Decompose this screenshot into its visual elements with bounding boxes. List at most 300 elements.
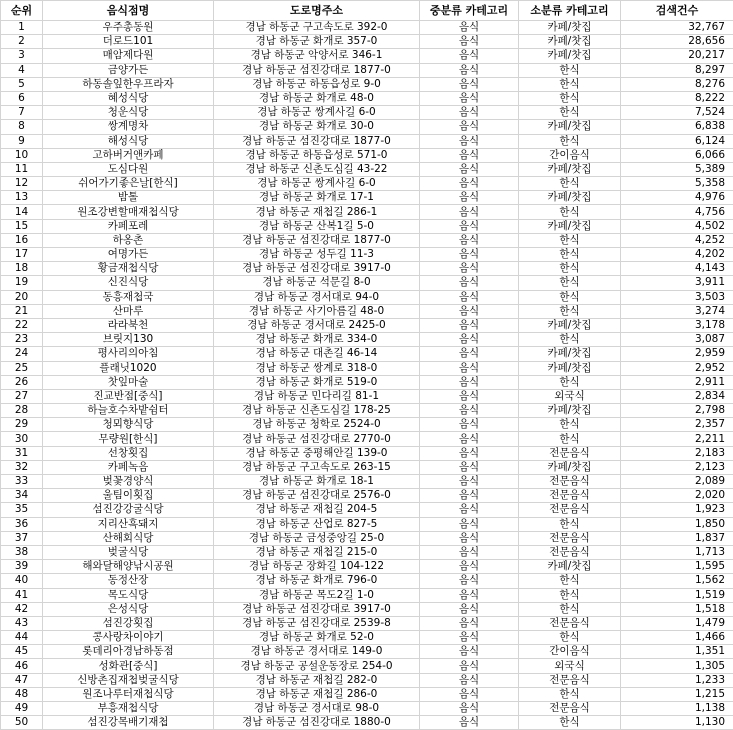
mid-category-cell[interactable]: 음식 bbox=[420, 560, 519, 574]
rank-cell[interactable]: 24 bbox=[1, 347, 43, 361]
rank-cell[interactable]: 48 bbox=[1, 687, 43, 701]
sub-category-cell[interactable]: 한식 bbox=[519, 716, 621, 730]
search-count-cell[interactable]: 1,713 bbox=[621, 545, 733, 559]
sub-category-cell[interactable]: 전문음식 bbox=[519, 446, 621, 460]
rank-cell[interactable]: 39 bbox=[1, 560, 43, 574]
address-cell[interactable]: 경남 하동군 목도2길 1-0 bbox=[214, 588, 420, 602]
sub-category-cell[interactable]: 한식 bbox=[519, 588, 621, 602]
address-cell[interactable]: 경남 하동군 섬진강대로 2770-0 bbox=[214, 432, 420, 446]
name-cell[interactable]: 동흥재첩국 bbox=[43, 290, 214, 304]
mid-category-cell[interactable]: 음식 bbox=[420, 49, 519, 63]
sub-category-cell[interactable]: 한식 bbox=[519, 333, 621, 347]
mid-category-cell[interactable]: 음식 bbox=[420, 233, 519, 247]
mid-category-cell[interactable]: 음식 bbox=[420, 460, 519, 474]
address-cell[interactable]: 경남 하동군 금성중앙길 25-0 bbox=[214, 531, 420, 545]
search-count-cell[interactable]: 1,130 bbox=[621, 716, 733, 730]
mid-category-cell[interactable]: 음식 bbox=[420, 531, 519, 545]
sub-category-cell[interactable]: 전문음식 bbox=[519, 475, 621, 489]
rank-cell[interactable]: 40 bbox=[1, 574, 43, 588]
mid-category-cell[interactable]: 음식 bbox=[420, 205, 519, 219]
rank-cell[interactable]: 23 bbox=[1, 333, 43, 347]
search-count-cell[interactable]: 28,656 bbox=[621, 35, 733, 49]
search-count-cell[interactable]: 6,066 bbox=[621, 148, 733, 162]
rank-cell[interactable]: 20 bbox=[1, 290, 43, 304]
address-cell[interactable]: 경남 하동군 섬진강대로 1877-0 bbox=[214, 233, 420, 247]
search-count-cell[interactable]: 2,798 bbox=[621, 404, 733, 418]
sub-category-cell[interactable]: 카페/찻집 bbox=[519, 219, 621, 233]
search-count-cell[interactable]: 32,767 bbox=[621, 21, 733, 35]
name-cell[interactable]: 금양가든 bbox=[43, 63, 214, 77]
mid-category-cell[interactable]: 음식 bbox=[420, 716, 519, 730]
mid-category-cell[interactable]: 음식 bbox=[420, 404, 519, 418]
name-cell[interactable]: 신방촌집재첩벚굴식당 bbox=[43, 673, 214, 687]
search-count-cell[interactable]: 2,952 bbox=[621, 361, 733, 375]
name-cell[interactable]: 무량원[한식] bbox=[43, 432, 214, 446]
search-count-cell[interactable]: 1,518 bbox=[621, 602, 733, 616]
sub-category-cell[interactable]: 외국식 bbox=[519, 389, 621, 403]
search-count-cell[interactable]: 2,357 bbox=[621, 418, 733, 432]
address-cell[interactable]: 경남 하동군 경서대로 94-0 bbox=[214, 290, 420, 304]
sub-category-cell[interactable]: 전문음식 bbox=[519, 673, 621, 687]
sub-category-cell[interactable]: 한식 bbox=[519, 304, 621, 318]
mid-category-cell[interactable]: 음식 bbox=[420, 545, 519, 559]
sub-category-cell[interactable]: 전문음식 bbox=[519, 545, 621, 559]
sub-category-cell[interactable]: 카페/찻집 bbox=[519, 560, 621, 574]
rank-cell[interactable]: 19 bbox=[1, 276, 43, 290]
sub-category-cell[interactable]: 한식 bbox=[519, 205, 621, 219]
sub-category-cell[interactable]: 전문음식 bbox=[519, 702, 621, 716]
search-count-cell[interactable]: 7,524 bbox=[621, 106, 733, 120]
rank-cell[interactable]: 16 bbox=[1, 233, 43, 247]
search-count-cell[interactable]: 2,959 bbox=[621, 347, 733, 361]
address-cell[interactable]: 경남 하동군 재첩길 215-0 bbox=[214, 545, 420, 559]
address-cell[interactable]: 경남 하동군 섬진강대로 3917-0 bbox=[214, 262, 420, 276]
rank-cell[interactable]: 33 bbox=[1, 475, 43, 489]
search-count-cell[interactable]: 4,202 bbox=[621, 248, 733, 262]
address-cell[interactable]: 경남 하동군 경서대로 98-0 bbox=[214, 702, 420, 716]
sub-category-cell[interactable]: 간이음식 bbox=[519, 645, 621, 659]
sub-category-cell[interactable]: 한식 bbox=[519, 77, 621, 91]
name-cell[interactable]: 황금재첩식당 bbox=[43, 262, 214, 276]
name-cell[interactable]: 섬진강강굴식당 bbox=[43, 503, 214, 517]
name-cell[interactable]: 해성식당 bbox=[43, 134, 214, 148]
sub-category-cell[interactable]: 카페/찻집 bbox=[519, 49, 621, 63]
mid-category-cell[interactable]: 음식 bbox=[420, 91, 519, 105]
address-cell[interactable]: 경남 하동군 섬진강대로 2576-0 bbox=[214, 489, 420, 503]
sub-category-cell[interactable]: 카페/찻집 bbox=[519, 347, 621, 361]
mid-category-cell[interactable]: 음식 bbox=[420, 21, 519, 35]
search-count-cell[interactable]: 3,911 bbox=[621, 276, 733, 290]
name-cell[interactable]: 쌍계명차 bbox=[43, 120, 214, 134]
mid-category-cell[interactable]: 음식 bbox=[420, 191, 519, 205]
search-count-cell[interactable]: 3,274 bbox=[621, 304, 733, 318]
name-cell[interactable]: 섬진강횟집 bbox=[43, 616, 214, 630]
mid-category-cell[interactable]: 음식 bbox=[420, 418, 519, 432]
address-cell[interactable]: 경남 하동군 경서대로 2425-0 bbox=[214, 318, 420, 332]
address-cell[interactable]: 경남 하동군 화개로 357-0 bbox=[214, 35, 420, 49]
search-count-cell[interactable]: 2,020 bbox=[621, 489, 733, 503]
address-cell[interactable]: 경남 하동군 섬진강대로 1877-0 bbox=[214, 134, 420, 148]
mid-category-cell[interactable]: 음식 bbox=[420, 645, 519, 659]
address-cell[interactable]: 경남 하동군 화개로 30-0 bbox=[214, 120, 420, 134]
search-count-cell[interactable]: 8,297 bbox=[621, 63, 733, 77]
sub-category-cell[interactable]: 전문음식 bbox=[519, 616, 621, 630]
address-cell[interactable]: 경남 하동군 화개로 52-0 bbox=[214, 631, 420, 645]
name-cell[interactable]: 콩사랑차이야기 bbox=[43, 631, 214, 645]
mid-category-cell[interactable]: 음식 bbox=[420, 63, 519, 77]
rank-cell[interactable]: 50 bbox=[1, 716, 43, 730]
mid-category-cell[interactable]: 음식 bbox=[420, 616, 519, 630]
name-cell[interactable]: 원조나루터재첩식당 bbox=[43, 687, 214, 701]
mid-category-cell[interactable]: 음식 bbox=[420, 588, 519, 602]
sub-category-cell[interactable]: 한식 bbox=[519, 134, 621, 148]
mid-category-cell[interactable]: 음식 bbox=[420, 333, 519, 347]
name-cell[interactable]: 혜성식당 bbox=[43, 91, 214, 105]
mid-category-cell[interactable]: 음식 bbox=[420, 702, 519, 716]
address-cell[interactable]: 경남 하동군 화개로 18-1 bbox=[214, 475, 420, 489]
mid-category-cell[interactable]: 음식 bbox=[420, 574, 519, 588]
mid-category-cell[interactable]: 음식 bbox=[420, 361, 519, 375]
name-cell[interactable]: 청운식당 bbox=[43, 106, 214, 120]
address-cell[interactable]: 경남 하동군 화개로 17-1 bbox=[214, 191, 420, 205]
name-cell[interactable]: 산해회식당 bbox=[43, 531, 214, 545]
rank-cell[interactable]: 22 bbox=[1, 318, 43, 332]
address-cell[interactable]: 경남 하동군 악양서로 346-1 bbox=[214, 49, 420, 63]
search-count-cell[interactable]: 1,305 bbox=[621, 659, 733, 673]
name-cell[interactable]: 선창횟집 bbox=[43, 446, 214, 460]
mid-category-cell[interactable]: 음식 bbox=[420, 489, 519, 503]
sub-category-cell[interactable]: 한식 bbox=[519, 106, 621, 120]
rank-cell[interactable]: 12 bbox=[1, 177, 43, 191]
address-cell[interactable]: 경남 하동군 산업로 827-5 bbox=[214, 517, 420, 531]
sub-category-cell[interactable]: 한식 bbox=[519, 233, 621, 247]
sub-category-cell[interactable]: 간이음식 bbox=[519, 148, 621, 162]
name-cell[interactable]: 더로드101 bbox=[43, 35, 214, 49]
mid-category-cell[interactable]: 음식 bbox=[420, 177, 519, 191]
search-count-cell[interactable]: 4,252 bbox=[621, 233, 733, 247]
rank-cell[interactable]: 6 bbox=[1, 91, 43, 105]
search-count-cell[interactable]: 1,562 bbox=[621, 574, 733, 588]
name-cell[interactable]: 산마루 bbox=[43, 304, 214, 318]
address-cell[interactable]: 경남 하동군 하동읍성로 9-0 bbox=[214, 77, 420, 91]
sub-category-cell[interactable]: 한식 bbox=[519, 177, 621, 191]
sub-category-cell[interactable]: 전문음식 bbox=[519, 531, 621, 545]
rank-cell[interactable]: 38 bbox=[1, 545, 43, 559]
search-count-cell[interactable]: 1,923 bbox=[621, 503, 733, 517]
address-cell[interactable]: 경남 하동군 쌍계사길 6-0 bbox=[214, 106, 420, 120]
address-cell[interactable]: 경남 하동군 재첩길 286-0 bbox=[214, 687, 420, 701]
address-cell[interactable]: 경남 하동군 경서대로 149-0 bbox=[214, 645, 420, 659]
header-mid-category[interactable]: 중분류 카테고리 bbox=[420, 1, 519, 21]
name-cell[interactable]: 찻잎마술 bbox=[43, 375, 214, 389]
mid-category-cell[interactable]: 음식 bbox=[420, 148, 519, 162]
address-cell[interactable]: 경남 하동군 대촌길 46-14 bbox=[214, 347, 420, 361]
name-cell[interactable]: 섬진강목배기재첩 bbox=[43, 716, 214, 730]
name-cell[interactable]: 롯데리아경남하동점 bbox=[43, 645, 214, 659]
search-count-cell[interactable]: 1,837 bbox=[621, 531, 733, 545]
address-cell[interactable]: 경남 하동군 쌍계로 318-0 bbox=[214, 361, 420, 375]
sub-category-cell[interactable]: 카페/찻집 bbox=[519, 35, 621, 49]
address-cell[interactable]: 경남 하동군 산복1길 5-0 bbox=[214, 219, 420, 233]
rank-cell[interactable]: 44 bbox=[1, 631, 43, 645]
address-cell[interactable]: 경남 하동군 신촌도심길 178-25 bbox=[214, 404, 420, 418]
header-restaurant-name[interactable]: 음식점명 bbox=[43, 1, 214, 21]
search-count-cell[interactable]: 2,834 bbox=[621, 389, 733, 403]
rank-cell[interactable]: 3 bbox=[1, 49, 43, 63]
search-count-cell[interactable]: 2,211 bbox=[621, 432, 733, 446]
sub-category-cell[interactable]: 카페/찻집 bbox=[519, 21, 621, 35]
header-search-count[interactable]: 검색건수 bbox=[621, 1, 733, 21]
address-cell[interactable]: 경남 하동군 화개로 519-0 bbox=[214, 375, 420, 389]
rank-cell[interactable]: 36 bbox=[1, 517, 43, 531]
name-cell[interactable]: 벚굴식당 bbox=[43, 545, 214, 559]
mid-category-cell[interactable]: 음식 bbox=[420, 687, 519, 701]
rank-cell[interactable]: 21 bbox=[1, 304, 43, 318]
sub-category-cell[interactable]: 외국식 bbox=[519, 659, 621, 673]
search-count-cell[interactable]: 3,503 bbox=[621, 290, 733, 304]
address-cell[interactable]: 경남 하동군 섬진강대로 3917-0 bbox=[214, 602, 420, 616]
sub-category-cell[interactable]: 한식 bbox=[519, 687, 621, 701]
rank-cell[interactable]: 37 bbox=[1, 531, 43, 545]
name-cell[interactable]: 원조강변할매재첩식당 bbox=[43, 205, 214, 219]
rank-cell[interactable]: 32 bbox=[1, 460, 43, 474]
rank-cell[interactable]: 13 bbox=[1, 191, 43, 205]
mid-category-cell[interactable]: 음식 bbox=[420, 318, 519, 332]
mid-category-cell[interactable]: 음식 bbox=[420, 673, 519, 687]
sub-category-cell[interactable]: 카페/찻집 bbox=[519, 404, 621, 418]
mid-category-cell[interactable]: 음식 bbox=[420, 446, 519, 460]
name-cell[interactable]: 카페포레 bbox=[43, 219, 214, 233]
search-count-cell[interactable]: 1,351 bbox=[621, 645, 733, 659]
mid-category-cell[interactable]: 음식 bbox=[420, 120, 519, 134]
name-cell[interactable]: 매암제다원 bbox=[43, 49, 214, 63]
sub-category-cell[interactable]: 한식 bbox=[519, 91, 621, 105]
sub-category-cell[interactable]: 카페/찻집 bbox=[519, 162, 621, 176]
address-cell[interactable]: 경남 하동군 쌍계사길 6-0 bbox=[214, 177, 420, 191]
rank-cell[interactable]: 26 bbox=[1, 375, 43, 389]
search-count-cell[interactable]: 1,466 bbox=[621, 631, 733, 645]
mid-category-cell[interactable]: 음식 bbox=[420, 77, 519, 91]
name-cell[interactable]: 밤톨 bbox=[43, 191, 214, 205]
name-cell[interactable]: 신진식당 bbox=[43, 276, 214, 290]
search-count-cell[interactable]: 1,850 bbox=[621, 517, 733, 531]
rank-cell[interactable]: 8 bbox=[1, 120, 43, 134]
search-count-cell[interactable]: 20,217 bbox=[621, 49, 733, 63]
rank-cell[interactable]: 1 bbox=[1, 21, 43, 35]
address-cell[interactable]: 경남 하동군 장화길 104-122 bbox=[214, 560, 420, 574]
search-count-cell[interactable]: 2,123 bbox=[621, 460, 733, 474]
rank-cell[interactable]: 41 bbox=[1, 588, 43, 602]
mid-category-cell[interactable]: 음식 bbox=[420, 631, 519, 645]
sub-category-cell[interactable]: 카페/찻집 bbox=[519, 460, 621, 474]
mid-category-cell[interactable]: 음식 bbox=[420, 347, 519, 361]
search-count-cell[interactable]: 6,124 bbox=[621, 134, 733, 148]
search-count-cell[interactable]: 2,911 bbox=[621, 375, 733, 389]
address-cell[interactable]: 경남 하동군 공설운동장로 254-0 bbox=[214, 659, 420, 673]
search-count-cell[interactable]: 5,389 bbox=[621, 162, 733, 176]
name-cell[interactable]: 플래닛1020 bbox=[43, 361, 214, 375]
rank-cell[interactable]: 5 bbox=[1, 77, 43, 91]
name-cell[interactable]: 하동솔잎한우프라자 bbox=[43, 77, 214, 91]
rank-cell[interactable]: 46 bbox=[1, 659, 43, 673]
rank-cell[interactable]: 27 bbox=[1, 389, 43, 403]
mid-category-cell[interactable]: 음식 bbox=[420, 276, 519, 290]
sub-category-cell[interactable]: 카페/찻집 bbox=[519, 120, 621, 134]
rank-cell[interactable]: 42 bbox=[1, 602, 43, 616]
header-rank[interactable]: 순위 bbox=[1, 1, 43, 21]
address-cell[interactable]: 경남 하동군 석문길 8-0 bbox=[214, 276, 420, 290]
mid-category-cell[interactable]: 음식 bbox=[420, 432, 519, 446]
search-count-cell[interactable]: 1,595 bbox=[621, 560, 733, 574]
rank-cell[interactable]: 47 bbox=[1, 673, 43, 687]
sub-category-cell[interactable]: 카페/찻집 bbox=[519, 361, 621, 375]
mid-category-cell[interactable]: 음식 bbox=[420, 162, 519, 176]
name-cell[interactable]: 브릿지130 bbox=[43, 333, 214, 347]
address-cell[interactable]: 경남 하동군 섬진강대로 1877-0 bbox=[214, 63, 420, 77]
sub-category-cell[interactable]: 카페/찻집 bbox=[519, 191, 621, 205]
rank-cell[interactable]: 43 bbox=[1, 616, 43, 630]
name-cell[interactable]: 하옹촌 bbox=[43, 233, 214, 247]
address-cell[interactable]: 경남 하동군 사기아름길 48-0 bbox=[214, 304, 420, 318]
search-count-cell[interactable]: 3,178 bbox=[621, 318, 733, 332]
address-cell[interactable]: 경남 하동군 재첩길 204-5 bbox=[214, 503, 420, 517]
sub-category-cell[interactable]: 한식 bbox=[519, 276, 621, 290]
name-cell[interactable]: 여명가든 bbox=[43, 248, 214, 262]
search-count-cell[interactable]: 1,519 bbox=[621, 588, 733, 602]
sub-category-cell[interactable]: 한식 bbox=[519, 63, 621, 77]
sub-category-cell[interactable]: 전문음식 bbox=[519, 503, 621, 517]
name-cell[interactable]: 동정산장 bbox=[43, 574, 214, 588]
address-cell[interactable]: 경남 하동군 섬진강대로 2539-8 bbox=[214, 616, 420, 630]
address-cell[interactable]: 경남 하동군 화개로 48-0 bbox=[214, 91, 420, 105]
rank-cell[interactable]: 11 bbox=[1, 162, 43, 176]
address-cell[interactable]: 경남 하동군 민다리길 81-1 bbox=[214, 389, 420, 403]
name-cell[interactable]: 해와달해양낚시공원 bbox=[43, 560, 214, 574]
mid-category-cell[interactable]: 음식 bbox=[420, 503, 519, 517]
rank-cell[interactable]: 29 bbox=[1, 418, 43, 432]
name-cell[interactable]: 벚꽃경양식 bbox=[43, 475, 214, 489]
name-cell[interactable]: 고하버거앤카페 bbox=[43, 148, 214, 162]
mid-category-cell[interactable]: 음식 bbox=[420, 517, 519, 531]
sub-category-cell[interactable]: 전문음식 bbox=[519, 489, 621, 503]
header-sub-category[interactable]: 소분류 카테고리 bbox=[519, 1, 621, 21]
sub-category-cell[interactable]: 한식 bbox=[519, 432, 621, 446]
rank-cell[interactable]: 7 bbox=[1, 106, 43, 120]
rank-cell[interactable]: 25 bbox=[1, 361, 43, 375]
name-cell[interactable]: 지리산흑돼지 bbox=[43, 517, 214, 531]
address-cell[interactable]: 경남 하동군 화개로 334-0 bbox=[214, 333, 420, 347]
mid-category-cell[interactable]: 음식 bbox=[420, 375, 519, 389]
search-count-cell[interactable]: 4,502 bbox=[621, 219, 733, 233]
name-cell[interactable]: 카페녹음 bbox=[43, 460, 214, 474]
sub-category-cell[interactable]: 한식 bbox=[519, 574, 621, 588]
mid-category-cell[interactable]: 음식 bbox=[420, 602, 519, 616]
rank-cell[interactable]: 4 bbox=[1, 63, 43, 77]
address-cell[interactable]: 경남 하동군 하동읍성로 571-0 bbox=[214, 148, 420, 162]
rank-cell[interactable]: 45 bbox=[1, 645, 43, 659]
search-count-cell[interactable]: 4,976 bbox=[621, 191, 733, 205]
search-count-cell[interactable]: 1,233 bbox=[621, 673, 733, 687]
rank-cell[interactable]: 2 bbox=[1, 35, 43, 49]
address-cell[interactable]: 경남 하동군 재첩길 282-0 bbox=[214, 673, 420, 687]
name-cell[interactable]: 도심다원 bbox=[43, 162, 214, 176]
address-cell[interactable]: 경남 하동군 재첩길 286-1 bbox=[214, 205, 420, 219]
search-count-cell[interactable]: 4,756 bbox=[621, 205, 733, 219]
mid-category-cell[interactable]: 음식 bbox=[420, 290, 519, 304]
name-cell[interactable]: 성화관[중식] bbox=[43, 659, 214, 673]
name-cell[interactable]: 청뫼향식당 bbox=[43, 418, 214, 432]
sub-category-cell[interactable]: 한식 bbox=[519, 631, 621, 645]
mid-category-cell[interactable]: 음식 bbox=[420, 659, 519, 673]
search-count-cell[interactable]: 3,087 bbox=[621, 333, 733, 347]
rank-cell[interactable]: 9 bbox=[1, 134, 43, 148]
mid-category-cell[interactable]: 음식 bbox=[420, 304, 519, 318]
mid-category-cell[interactable]: 음식 bbox=[420, 389, 519, 403]
mid-category-cell[interactable]: 음식 bbox=[420, 134, 519, 148]
search-count-cell[interactable]: 8,276 bbox=[621, 77, 733, 91]
address-cell[interactable]: 경남 하동군 청학로 2524-0 bbox=[214, 418, 420, 432]
rank-cell[interactable]: 15 bbox=[1, 219, 43, 233]
search-count-cell[interactable]: 2,183 bbox=[621, 446, 733, 460]
address-cell[interactable]: 경남 하동군 신촌도심길 43-22 bbox=[214, 162, 420, 176]
name-cell[interactable]: 진교반점[중식] bbox=[43, 389, 214, 403]
search-count-cell[interactable]: 1,215 bbox=[621, 687, 733, 701]
address-cell[interactable]: 경남 하동군 구고속도로 392-0 bbox=[214, 21, 420, 35]
address-cell[interactable]: 경남 하동군 화개로 796-0 bbox=[214, 574, 420, 588]
rank-cell[interactable]: 31 bbox=[1, 446, 43, 460]
header-road-address[interactable]: 도로명주소 bbox=[214, 1, 420, 21]
sub-category-cell[interactable]: 한식 bbox=[519, 517, 621, 531]
address-cell[interactable]: 경남 하동군 구고속도로 263-15 bbox=[214, 460, 420, 474]
search-count-cell[interactable]: 8,222 bbox=[621, 91, 733, 105]
name-cell[interactable]: 목도식당 bbox=[43, 588, 214, 602]
address-cell[interactable]: 경남 하동군 성두길 11-3 bbox=[214, 248, 420, 262]
name-cell[interactable]: 라라북천 bbox=[43, 318, 214, 332]
mid-category-cell[interactable]: 음식 bbox=[420, 219, 519, 233]
rank-cell[interactable]: 28 bbox=[1, 404, 43, 418]
sub-category-cell[interactable]: 카페/찻집 bbox=[519, 318, 621, 332]
sub-category-cell[interactable]: 한식 bbox=[519, 418, 621, 432]
rank-cell[interactable]: 14 bbox=[1, 205, 43, 219]
rank-cell[interactable]: 35 bbox=[1, 503, 43, 517]
rank-cell[interactable]: 18 bbox=[1, 262, 43, 276]
rank-cell[interactable]: 17 bbox=[1, 248, 43, 262]
mid-category-cell[interactable]: 음식 bbox=[420, 106, 519, 120]
search-count-cell[interactable]: 2,089 bbox=[621, 475, 733, 489]
name-cell[interactable]: 은성식당 bbox=[43, 602, 214, 616]
mid-category-cell[interactable]: 음식 bbox=[420, 262, 519, 276]
sub-category-cell[interactable]: 한식 bbox=[519, 262, 621, 276]
address-cell[interactable]: 경남 하동군 중평해안길 139-0 bbox=[214, 446, 420, 460]
name-cell[interactable]: 우주총동원 bbox=[43, 21, 214, 35]
search-count-cell[interactable]: 1,138 bbox=[621, 702, 733, 716]
name-cell[interactable]: 울팀이횟집 bbox=[43, 489, 214, 503]
name-cell[interactable]: 부흥재첩식당 bbox=[43, 702, 214, 716]
name-cell[interactable]: 평사리의아침 bbox=[43, 347, 214, 361]
sub-category-cell[interactable]: 한식 bbox=[519, 375, 621, 389]
name-cell[interactable]: 하늘호수차밭쉼터 bbox=[43, 404, 214, 418]
rank-cell[interactable]: 49 bbox=[1, 702, 43, 716]
name-cell[interactable]: 쉬어가기좋은날[한식] bbox=[43, 177, 214, 191]
rank-cell[interactable]: 34 bbox=[1, 489, 43, 503]
mid-category-cell[interactable]: 음식 bbox=[420, 248, 519, 262]
sub-category-cell[interactable]: 한식 bbox=[519, 290, 621, 304]
mid-category-cell[interactable]: 음식 bbox=[420, 35, 519, 49]
mid-category-cell[interactable]: 음식 bbox=[420, 475, 519, 489]
search-count-cell[interactable]: 6,838 bbox=[621, 120, 733, 134]
rank-cell[interactable]: 30 bbox=[1, 432, 43, 446]
search-count-cell[interactable]: 1,479 bbox=[621, 616, 733, 630]
